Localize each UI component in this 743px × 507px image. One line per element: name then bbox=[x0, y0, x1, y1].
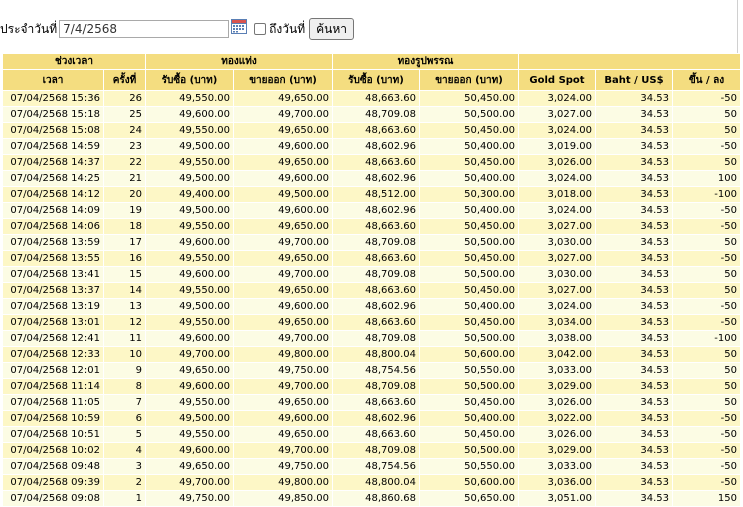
cell-change: 50 bbox=[673, 123, 741, 139]
cell-gold-spot: 3,027.00 bbox=[519, 283, 596, 299]
cell-bar-buy: 49,600.00 bbox=[146, 107, 234, 123]
cell-bar-sell: 49,700.00 bbox=[234, 107, 333, 123]
cell-baht-usd: 34.53 bbox=[596, 267, 673, 283]
cell-change: 150 bbox=[673, 491, 741, 507]
cell-count: 4 bbox=[104, 443, 146, 459]
cell-time: 07/04/2568 14:25 bbox=[3, 171, 104, 187]
cell-jewel-sell: 50,450.00 bbox=[420, 123, 519, 139]
cell-bar-buy: 49,400.00 bbox=[146, 187, 234, 203]
table-row bbox=[3, 139, 741, 155]
cell-baht-usd: 34.53 bbox=[596, 475, 673, 491]
cell-time: 07/04/2568 13:19 bbox=[3, 299, 104, 315]
cell-bar-sell: 49,650.00 bbox=[234, 251, 333, 267]
col-bar-buy: รับซื้อ (บาท) bbox=[146, 70, 234, 91]
cell-time: 07/04/2568 13:01 bbox=[3, 315, 104, 331]
cell-gold-spot: 3,038.00 bbox=[519, 331, 596, 347]
cell-baht-usd: 34.53 bbox=[596, 235, 673, 251]
table-row bbox=[3, 235, 741, 251]
col-jewel-sell: ขายออก (บาท) bbox=[420, 70, 519, 91]
cell-count: 26 bbox=[104, 91, 146, 107]
table-row bbox=[3, 267, 741, 283]
table-row bbox=[3, 475, 741, 491]
table-row bbox=[3, 491, 741, 507]
cell-bar-sell: 49,800.00 bbox=[234, 347, 333, 363]
cell-baht-usd: 34.53 bbox=[596, 379, 673, 395]
cell-change: 50 bbox=[673, 107, 741, 123]
cell-time: 07/04/2568 13:55 bbox=[3, 251, 104, 267]
cell-bar-sell: 49,650.00 bbox=[234, 315, 333, 331]
cell-bar-buy: 49,600.00 bbox=[146, 379, 234, 395]
cell-bar-sell: 49,600.00 bbox=[234, 171, 333, 187]
cell-change: 50 bbox=[673, 347, 741, 363]
cell-change: -50 bbox=[673, 475, 741, 491]
cell-bar-sell: 49,750.00 bbox=[234, 459, 333, 475]
cell-baht-usd: 34.53 bbox=[596, 107, 673, 123]
cell-jewel-sell: 50,450.00 bbox=[420, 155, 519, 171]
cell-change: 50 bbox=[673, 395, 741, 411]
col-jewel-buy: รับซื้อ (บาท) bbox=[333, 70, 420, 91]
cell-count: 7 bbox=[104, 395, 146, 411]
cell-jewel-buy: 48,602.96 bbox=[333, 411, 420, 427]
cell-bar-sell: 49,650.00 bbox=[234, 395, 333, 411]
cell-bar-buy: 49,700.00 bbox=[146, 475, 234, 491]
cell-change: 50 bbox=[673, 379, 741, 395]
cell-bar-buy: 49,550.00 bbox=[146, 283, 234, 299]
cell-change: -100 bbox=[673, 331, 741, 347]
cell-jewel-buy: 48,709.08 bbox=[333, 331, 420, 347]
date-range-checkbox[interactable] bbox=[254, 23, 266, 35]
cell-jewel-buy: 48,663.60 bbox=[333, 155, 420, 171]
cell-jewel-sell: 50,450.00 bbox=[420, 315, 519, 331]
table-row bbox=[3, 427, 741, 443]
cell-change: -50 bbox=[673, 299, 741, 315]
cell-gold-spot: 3,029.00 bbox=[519, 443, 596, 459]
search-bar bbox=[0, 17, 354, 41]
col-time: เวลา bbox=[3, 70, 104, 91]
cell-jewel-sell: 50,400.00 bbox=[420, 171, 519, 187]
table-row bbox=[3, 379, 741, 395]
cell-bar-sell: 49,850.00 bbox=[234, 491, 333, 507]
col-change: ขึ้น / ลง bbox=[673, 70, 741, 91]
cell-baht-usd: 34.53 bbox=[596, 187, 673, 203]
cell-jewel-buy: 48,663.60 bbox=[333, 395, 420, 411]
cell-bar-sell: 49,600.00 bbox=[234, 411, 333, 427]
table-row bbox=[3, 347, 741, 363]
cell-change: 50 bbox=[673, 363, 741, 379]
cell-jewel-sell: 50,400.00 bbox=[420, 139, 519, 155]
table-row bbox=[3, 91, 741, 107]
cell-time: 07/04/2568 09:48 bbox=[3, 459, 104, 475]
cell-bar-buy: 49,550.00 bbox=[146, 91, 234, 107]
header-blank bbox=[519, 54, 741, 70]
cell-gold-spot: 3,042.00 bbox=[519, 347, 596, 363]
cell-bar-sell: 49,600.00 bbox=[234, 139, 333, 155]
cell-baht-usd: 34.53 bbox=[596, 123, 673, 139]
table-row bbox=[3, 459, 741, 475]
date-label: ประจำวันที่ bbox=[0, 21, 58, 36]
cell-count: 6 bbox=[104, 411, 146, 427]
cell-count: 17 bbox=[104, 235, 146, 251]
cell-change: -50 bbox=[673, 251, 741, 267]
cell-bar-sell: 49,750.00 bbox=[234, 363, 333, 379]
cell-gold-spot: 3,026.00 bbox=[519, 395, 596, 411]
cell-bar-buy: 49,550.00 bbox=[146, 219, 234, 235]
cell-bar-buy: 49,500.00 bbox=[146, 411, 234, 427]
cell-baht-usd: 34.53 bbox=[596, 91, 673, 107]
cell-count: 21 bbox=[104, 171, 146, 187]
cell-jewel-buy: 48,602.96 bbox=[333, 139, 420, 155]
cell-bar-sell: 49,650.00 bbox=[234, 123, 333, 139]
table-row bbox=[3, 411, 741, 427]
cell-jewel-sell: 50,400.00 bbox=[420, 203, 519, 219]
cell-time: 07/04/2568 10:02 bbox=[3, 443, 104, 459]
cell-time: 07/04/2568 14:06 bbox=[3, 219, 104, 235]
cell-jewel-buy: 48,800.04 bbox=[333, 347, 420, 363]
cell-change: 50 bbox=[673, 283, 741, 299]
cell-jewel-buy: 48,709.08 bbox=[333, 267, 420, 283]
cell-count: 12 bbox=[104, 315, 146, 331]
cell-bar-sell: 49,650.00 bbox=[234, 155, 333, 171]
cell-gold-spot: 3,030.00 bbox=[519, 235, 596, 251]
cell-bar-sell: 49,500.00 bbox=[234, 187, 333, 203]
date-input[interactable] bbox=[59, 20, 229, 38]
cell-baht-usd: 34.53 bbox=[596, 363, 673, 379]
cell-jewel-buy: 48,663.60 bbox=[333, 427, 420, 443]
cell-jewel-sell: 50,500.00 bbox=[420, 107, 519, 123]
cell-gold-spot: 3,033.00 bbox=[519, 459, 596, 475]
cell-bar-buy: 49,500.00 bbox=[146, 203, 234, 219]
cell-jewel-sell: 50,650.00 bbox=[420, 491, 519, 507]
cell-jewel-buy: 48,754.56 bbox=[333, 459, 420, 475]
cell-baht-usd: 34.53 bbox=[596, 395, 673, 411]
cell-gold-spot: 3,029.00 bbox=[519, 379, 596, 395]
cell-gold-spot: 3,022.00 bbox=[519, 411, 596, 427]
cell-bar-sell: 49,600.00 bbox=[234, 299, 333, 315]
cell-change: -50 bbox=[673, 203, 741, 219]
table-row bbox=[3, 123, 741, 139]
cell-jewel-sell: 50,450.00 bbox=[420, 91, 519, 107]
cell-gold-spot: 3,051.00 bbox=[519, 491, 596, 507]
cell-time: 07/04/2568 12:01 bbox=[3, 363, 104, 379]
cell-gold-spot: 3,033.00 bbox=[519, 363, 596, 379]
cell-time: 07/04/2568 10:51 bbox=[3, 427, 104, 443]
cell-time: 07/04/2568 13:59 bbox=[3, 235, 104, 251]
cell-baht-usd: 34.53 bbox=[596, 491, 673, 507]
cell-bar-buy: 49,550.00 bbox=[146, 395, 234, 411]
cell-baht-usd: 34.53 bbox=[596, 299, 673, 315]
header-gold-bar: ทองแท่ง bbox=[146, 54, 333, 70]
cell-bar-sell: 49,800.00 bbox=[234, 475, 333, 491]
cell-baht-usd: 34.53 bbox=[596, 155, 673, 171]
cell-jewel-sell: 50,500.00 bbox=[420, 443, 519, 459]
cell-bar-buy: 49,500.00 bbox=[146, 299, 234, 315]
cell-bar-sell: 49,700.00 bbox=[234, 379, 333, 395]
cell-change: -50 bbox=[673, 315, 741, 331]
cell-gold-spot: 3,018.00 bbox=[519, 187, 596, 203]
cell-gold-spot: 3,024.00 bbox=[519, 203, 596, 219]
table-row bbox=[3, 203, 741, 219]
cell-gold-spot: 3,026.00 bbox=[519, 155, 596, 171]
cell-gold-spot: 3,027.00 bbox=[519, 107, 596, 123]
cell-count: 19 bbox=[104, 203, 146, 219]
cell-time: 07/04/2568 11:14 bbox=[3, 379, 104, 395]
cell-gold-spot: 3,024.00 bbox=[519, 171, 596, 187]
table-row bbox=[3, 251, 741, 267]
table-row bbox=[3, 395, 741, 411]
cell-gold-spot: 3,024.00 bbox=[519, 299, 596, 315]
cell-time: 07/04/2568 09:08 bbox=[3, 491, 104, 507]
cell-gold-spot: 3,030.00 bbox=[519, 267, 596, 283]
cell-jewel-sell: 50,550.00 bbox=[420, 459, 519, 475]
col-gold-spot: Gold Spot bbox=[519, 70, 596, 91]
cell-time: 07/04/2568 15:18 bbox=[3, 107, 104, 123]
gold-price-table bbox=[2, 53, 741, 507]
table-row bbox=[3, 363, 741, 379]
cell-bar-buy: 49,550.00 bbox=[146, 315, 234, 331]
cell-time: 07/04/2568 14:09 bbox=[3, 203, 104, 219]
cell-change: -50 bbox=[673, 443, 741, 459]
cell-change: 50 bbox=[673, 235, 741, 251]
cell-time: 07/04/2568 14:37 bbox=[3, 155, 104, 171]
cell-time: 07/04/2568 15:36 bbox=[3, 91, 104, 107]
cell-bar-buy: 49,550.00 bbox=[146, 427, 234, 443]
cell-bar-buy: 49,500.00 bbox=[146, 171, 234, 187]
cell-baht-usd: 34.53 bbox=[596, 171, 673, 187]
cell-baht-usd: 34.53 bbox=[596, 219, 673, 235]
table-row bbox=[3, 107, 741, 123]
cell-jewel-sell: 50,500.00 bbox=[420, 267, 519, 283]
cell-bar-buy: 49,550.00 bbox=[146, 155, 234, 171]
cell-jewel-sell: 50,450.00 bbox=[420, 427, 519, 443]
cell-time: 07/04/2568 10:59 bbox=[3, 411, 104, 427]
cell-jewel-buy: 48,663.60 bbox=[333, 283, 420, 299]
cell-time: 07/04/2568 13:37 bbox=[3, 283, 104, 299]
cell-bar-sell: 49,650.00 bbox=[234, 219, 333, 235]
cell-baht-usd: 34.53 bbox=[596, 251, 673, 267]
header-gold-jewelry: ทองรูปพรรณ bbox=[333, 54, 519, 70]
cell-time: 07/04/2568 13:41 bbox=[3, 267, 104, 283]
cell-count: 9 bbox=[104, 363, 146, 379]
cell-change: -50 bbox=[673, 427, 741, 443]
cell-bar-sell: 49,700.00 bbox=[234, 267, 333, 283]
cell-change: -50 bbox=[673, 219, 741, 235]
cell-jewel-sell: 50,300.00 bbox=[420, 187, 519, 203]
cell-bar-buy: 49,550.00 bbox=[146, 123, 234, 139]
cell-bar-buy: 49,750.00 bbox=[146, 491, 234, 507]
cell-jewel-buy: 48,860.68 bbox=[333, 491, 420, 507]
cell-baht-usd: 34.53 bbox=[596, 459, 673, 475]
cell-change: -100 bbox=[673, 187, 741, 203]
cell-change: 100 bbox=[673, 171, 741, 187]
cell-bar-sell: 49,650.00 bbox=[234, 91, 333, 107]
cell-count: 13 bbox=[104, 299, 146, 315]
cell-jewel-buy: 48,602.96 bbox=[333, 299, 420, 315]
cell-jewel-buy: 48,602.96 bbox=[333, 203, 420, 219]
cell-baht-usd: 34.53 bbox=[596, 411, 673, 427]
cell-count: 15 bbox=[104, 267, 146, 283]
cell-jewel-buy: 48,663.60 bbox=[333, 91, 420, 107]
cell-jewel-buy: 48,709.08 bbox=[333, 379, 420, 395]
date-range-label: ถึงวันที่ bbox=[269, 21, 306, 36]
cell-jewel-buy: 48,663.60 bbox=[333, 123, 420, 139]
cell-baht-usd: 34.53 bbox=[596, 427, 673, 443]
cell-count: 1 bbox=[104, 491, 146, 507]
cell-gold-spot: 3,024.00 bbox=[519, 91, 596, 107]
cell-baht-usd: 34.53 bbox=[596, 203, 673, 219]
table-body bbox=[3, 91, 741, 507]
cell-jewel-sell: 50,400.00 bbox=[420, 411, 519, 427]
cell-jewel-sell: 50,450.00 bbox=[420, 251, 519, 267]
cell-bar-buy: 49,500.00 bbox=[146, 139, 234, 155]
cell-change: -50 bbox=[673, 139, 741, 155]
cell-change: 50 bbox=[673, 155, 741, 171]
cell-bar-buy: 49,600.00 bbox=[146, 331, 234, 347]
cell-jewel-sell: 50,400.00 bbox=[420, 299, 519, 315]
cell-time: 07/04/2568 09:39 bbox=[3, 475, 104, 491]
cell-baht-usd: 34.53 bbox=[596, 347, 673, 363]
cell-jewel-buy: 48,709.08 bbox=[333, 107, 420, 123]
cell-change: -50 bbox=[673, 91, 741, 107]
cell-bar-buy: 49,600.00 bbox=[146, 443, 234, 459]
cell-change: -50 bbox=[673, 459, 741, 475]
cell-count: 8 bbox=[104, 379, 146, 395]
cell-jewel-buy: 48,663.60 bbox=[333, 219, 420, 235]
cell-gold-spot: 3,034.00 bbox=[519, 315, 596, 331]
cell-gold-spot: 3,019.00 bbox=[519, 139, 596, 155]
search-button[interactable]: ค้นหา bbox=[309, 18, 354, 40]
cell-jewel-buy: 48,800.04 bbox=[333, 475, 420, 491]
col-count: ครั้งที่ bbox=[104, 70, 146, 91]
cell-jewel-buy: 48,754.56 bbox=[333, 363, 420, 379]
cell-bar-buy: 49,550.00 bbox=[146, 251, 234, 267]
cell-bar-sell: 49,700.00 bbox=[234, 331, 333, 347]
cell-jewel-sell: 50,450.00 bbox=[420, 219, 519, 235]
cell-time: 07/04/2568 11:05 bbox=[3, 395, 104, 411]
cell-jewel-sell: 50,600.00 bbox=[420, 475, 519, 491]
cell-count: 10 bbox=[104, 347, 146, 363]
cell-bar-sell: 49,700.00 bbox=[234, 235, 333, 251]
cell-change: -50 bbox=[673, 411, 741, 427]
cell-jewel-buy: 48,709.08 bbox=[333, 443, 420, 459]
cell-gold-spot: 3,027.00 bbox=[519, 219, 596, 235]
cell-bar-buy: 49,650.00 bbox=[146, 363, 234, 379]
cell-jewel-buy: 48,663.60 bbox=[333, 251, 420, 267]
cell-gold-spot: 3,027.00 bbox=[519, 251, 596, 267]
cell-time: 07/04/2568 12:41 bbox=[3, 331, 104, 347]
cell-baht-usd: 34.53 bbox=[596, 139, 673, 155]
cell-jewel-buy: 48,663.60 bbox=[333, 315, 420, 331]
cell-jewel-sell: 50,550.00 bbox=[420, 363, 519, 379]
cell-count: 5 bbox=[104, 427, 146, 443]
cell-jewel-sell: 50,500.00 bbox=[420, 379, 519, 395]
calendar-icon[interactable] bbox=[231, 18, 247, 34]
col-baht-usd: Baht / US$ bbox=[596, 70, 673, 91]
table-row bbox=[3, 331, 741, 347]
cell-jewel-buy: 48,512.00 bbox=[333, 187, 420, 203]
cell-time: 07/04/2568 15:08 bbox=[3, 123, 104, 139]
cell-count: 14 bbox=[104, 283, 146, 299]
cell-count: 18 bbox=[104, 219, 146, 235]
cell-bar-sell: 49,600.00 bbox=[234, 203, 333, 219]
table-row bbox=[3, 299, 741, 315]
cell-bar-sell: 49,650.00 bbox=[234, 427, 333, 443]
cell-jewel-sell: 50,450.00 bbox=[420, 283, 519, 299]
cell-gold-spot: 3,026.00 bbox=[519, 427, 596, 443]
cell-jewel-sell: 50,600.00 bbox=[420, 347, 519, 363]
cell-jewel-sell: 50,500.00 bbox=[420, 235, 519, 251]
cell-baht-usd: 34.53 bbox=[596, 331, 673, 347]
cell-bar-buy: 49,650.00 bbox=[146, 459, 234, 475]
cell-bar-sell: 49,650.00 bbox=[234, 283, 333, 299]
cell-count: 16 bbox=[104, 251, 146, 267]
cell-jewel-sell: 50,450.00 bbox=[420, 395, 519, 411]
cell-count: 20 bbox=[104, 187, 146, 203]
cell-gold-spot: 3,036.00 bbox=[519, 475, 596, 491]
cell-bar-sell: 49,700.00 bbox=[234, 443, 333, 459]
table-row bbox=[3, 219, 741, 235]
cell-baht-usd: 34.53 bbox=[596, 283, 673, 299]
cell-count: 24 bbox=[104, 123, 146, 139]
cell-count: 22 bbox=[104, 155, 146, 171]
cell-bar-buy: 49,600.00 bbox=[146, 235, 234, 251]
header-period: ช่วงเวลา bbox=[3, 54, 146, 70]
cell-jewel-buy: 48,709.08 bbox=[333, 235, 420, 251]
cell-count: 11 bbox=[104, 331, 146, 347]
cell-baht-usd: 34.53 bbox=[596, 443, 673, 459]
cell-bar-buy: 49,700.00 bbox=[146, 347, 234, 363]
table-row bbox=[3, 155, 741, 171]
cell-count: 2 bbox=[104, 475, 146, 491]
cell-count: 25 bbox=[104, 107, 146, 123]
table-row bbox=[3, 443, 741, 459]
col-bar-sell: ขายออก (บาท) bbox=[234, 70, 333, 91]
cell-count: 23 bbox=[104, 139, 146, 155]
cell-time: 07/04/2568 12:33 bbox=[3, 347, 104, 363]
cell-time: 07/04/2568 14:59 bbox=[3, 139, 104, 155]
table-row bbox=[3, 187, 741, 203]
cell-change: 50 bbox=[673, 267, 741, 283]
cell-jewel-buy: 48,602.96 bbox=[333, 171, 420, 187]
cell-bar-buy: 49,600.00 bbox=[146, 267, 234, 283]
cell-time: 07/04/2568 14:12 bbox=[3, 187, 104, 203]
table-row bbox=[3, 171, 741, 187]
table-row bbox=[3, 315, 741, 331]
cell-gold-spot: 3,024.00 bbox=[519, 123, 596, 139]
cell-baht-usd: 34.53 bbox=[596, 315, 673, 331]
cell-count: 3 bbox=[104, 459, 146, 475]
table-row bbox=[3, 283, 741, 299]
cell-jewel-sell: 50,500.00 bbox=[420, 331, 519, 347]
